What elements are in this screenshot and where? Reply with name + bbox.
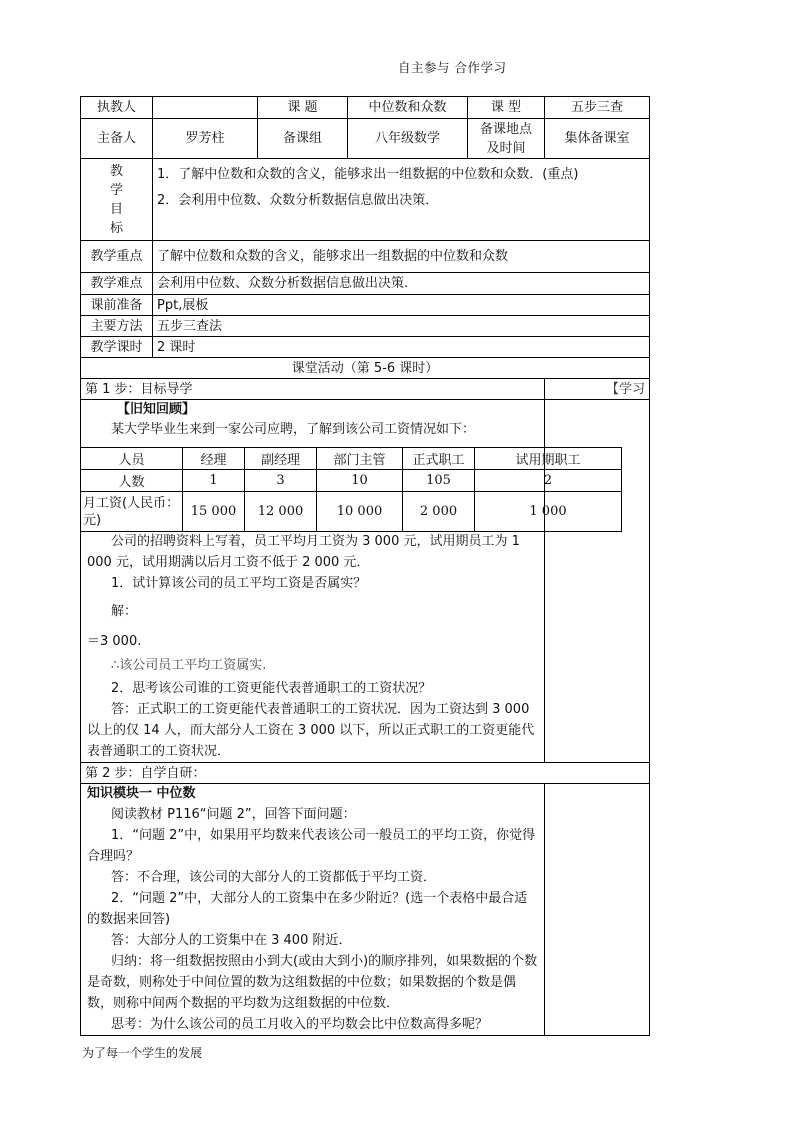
- solution-label: 解：: [111, 604, 138, 619]
- wage-header-cell: 副经理: [245, 448, 317, 470]
- step2-answer-1: 答：不合理，该公司的大部分人的工资都低于平均工资．: [111, 870, 437, 885]
- side-blank-cell: [545, 784, 650, 1036]
- count-cell: 105: [403, 470, 475, 492]
- equation-result: ＝3 000.: [87, 634, 142, 649]
- wage-header-cell: 部门主管: [317, 448, 403, 470]
- teacher-label: 执教人: [81, 97, 153, 119]
- key-point-value: 了解中位数和众数的含义，能够求出一组数据的中位数和众数: [153, 241, 650, 273]
- count-cell: 1: [183, 470, 245, 492]
- topic-value: 中位数和众数: [348, 97, 468, 119]
- place-time-label: [468, 119, 545, 159]
- place-label: 备课地点: [479, 121, 532, 137]
- lesson-type-label: 课 型: [468, 97, 545, 119]
- recruit-text: 公司的招聘资料上写着，员工平均月工资为 3 000 元，试用期员工为 1 000 元，试用期满以后月工资不低于 2 000 元．: [87, 534, 520, 570]
- salary-label: 月工资(人民币：元): [81, 492, 183, 532]
- lesson-type-value: 五步三查: [545, 97, 650, 119]
- prep-value: Ppt,展板: [153, 295, 650, 316]
- difficulty-label: 教学难点: [81, 273, 153, 295]
- module-heading: 知识模块一 中位数: [87, 786, 196, 801]
- lesson-plan-table: [80, 96, 650, 1036]
- count-cell: 3: [245, 470, 317, 492]
- count-cell: 2: [475, 470, 622, 492]
- hours-label: 教学课时: [81, 337, 153, 358]
- wage-header-cell: 试用期职工: [475, 448, 622, 470]
- question-2: 2．思考该公司谁的工资更能代表普通职工的工资状况？: [111, 681, 432, 696]
- teacher-value: [153, 97, 258, 119]
- step2-title: 第 2 步：自学自研：: [81, 763, 650, 784]
- goals-label-char: 目: [109, 201, 123, 217]
- step1-title: 第 1 步：目标导学: [81, 379, 545, 400]
- review-heading: 【旧知回顾】: [117, 402, 196, 417]
- difficulty-value: 会利用中位数、众数分析数据信息做出决策.: [153, 273, 650, 295]
- summary-text: 归纳：将一组数据按照由小到大(或由大到小)的顺序排列，如果数据的个数是奇数，则称处于中间位置的数为这组数据的中位数；如果数据的个数是偶数，则称中间两个数据的平均数为这组数据的中位数．: [87, 954, 538, 1011]
- activity-heading: 课堂活动（第 5-6 课时）: [81, 358, 650, 379]
- method-value: 五步三查法: [153, 316, 650, 337]
- topic-label: 课 题: [258, 97, 348, 119]
- salary-cell: 2 000: [403, 492, 475, 532]
- wage-table: [80, 447, 622, 532]
- therefore-text: ∴该公司员工平均工资属实.: [111, 658, 267, 673]
- hours-value: 2 课时: [153, 337, 650, 358]
- page-footer: 为了每一个学生的发展: [82, 1046, 203, 1060]
- group-value: 八年级数学: [348, 119, 468, 159]
- preparer-label: 主备人: [81, 119, 153, 159]
- answer-2: 答：正式职工的工资更能代表普通职工的工资状况．因为工资达到 3 000 以上的仅 14 人，而大部分人工资在 3 000 以下，所以正式职工的工资更能代表普通职工的工资状况．: [87, 702, 535, 759]
- preparer-value: 罗芳柱: [153, 119, 258, 159]
- think-question: 思考：为什么该公司的员工月收入的平均数会比中位数高得多呢？: [111, 1017, 489, 1032]
- goal-item: 2．会利用中位数、众数分析数据信息做出决策．: [157, 193, 439, 208]
- goals-label-char: 标: [109, 220, 123, 236]
- review-intro: 某大学毕业生来到一家公司应聘，了解到该公司工资情况如下：: [111, 422, 476, 437]
- count-cell: 10: [317, 470, 403, 492]
- goals-label: [81, 159, 153, 241]
- count-label: 人数: [81, 470, 183, 492]
- place-value: 集体备课室: [545, 119, 650, 159]
- step2-question-1: 1．“问题 2”中，如果用平均数来代表该公司一般员工的平均工资，你觉得合理吗？: [87, 828, 536, 864]
- key-point-label: 教学重点: [81, 241, 153, 273]
- goals-content: [153, 159, 650, 241]
- prep-label: 课前准备: [81, 295, 153, 316]
- salary-cell: 15 000: [183, 492, 245, 532]
- page-header: 自主参与 合作学习: [398, 60, 507, 75]
- question-1: 1．试计算该公司的员工平均工资是否属实？: [111, 576, 367, 591]
- goals-label-char: 学: [109, 182, 123, 198]
- group-label: 备课组: [258, 119, 348, 159]
- wage-header-cell: 人员: [81, 448, 183, 470]
- salary-cell: 10 000: [317, 492, 403, 532]
- time-label: 及时间: [486, 140, 526, 156]
- wage-header-cell: 经理: [183, 448, 245, 470]
- step1-side-label: 【学习: [545, 379, 650, 400]
- wage-header-cell: 正式职工: [403, 448, 475, 470]
- goal-item: 1．了解中位数和众数的含义，能够求出一组数据的中位数和众数．(重点): [157, 167, 579, 182]
- goals-label-char: 教: [109, 163, 123, 179]
- read-instruction: 阅读教材 P116“问题 2”，回答下面问题：: [111, 807, 356, 822]
- salary-cell: 1 000: [475, 492, 622, 532]
- step2-answer-2: 答：大部分人的工资集中在 3 400 附近．: [111, 933, 352, 948]
- method-label: 主要方法: [81, 316, 153, 337]
- step2-question-2: 2．“问题 2”中，大部分人的工资集中在多少附近？(选一个表格中最合适的数据来回答): [87, 891, 528, 927]
- salary-cell: 12 000: [245, 492, 317, 532]
- step2-content: [81, 784, 545, 1036]
